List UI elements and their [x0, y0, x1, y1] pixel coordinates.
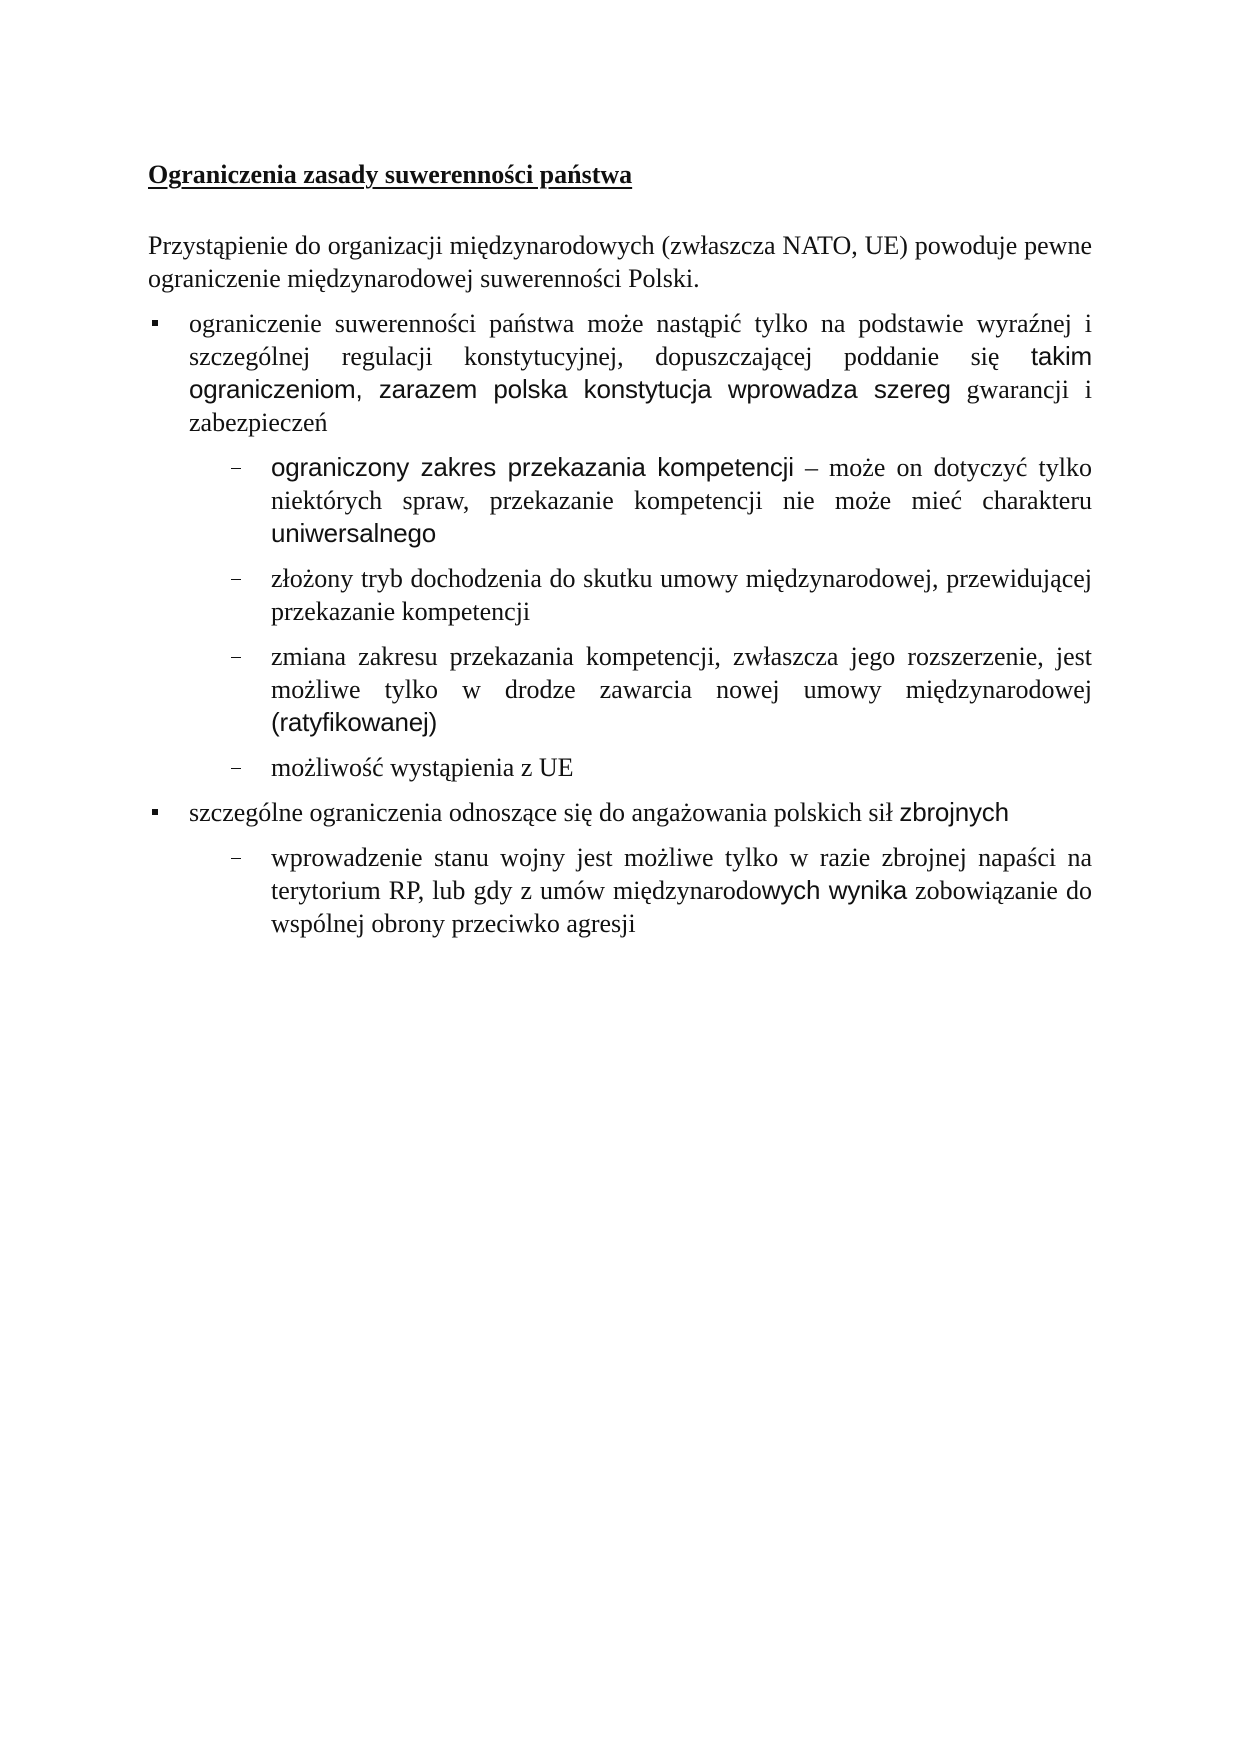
document-page — [148, 158, 1092, 952]
document-title: Ograniczenia zasady suwerenności państwa — [148, 160, 633, 189]
sub-item-state-of-war — [189, 841, 1092, 940]
sub-item-eu-exit — [189, 751, 1092, 784]
sub-item-text-part: wprowadzenie stanu wojny jest możliwe tylko w razie zbrojnej napaści na terytorium RP, lub gdy z umów międzynarodo — [271, 843, 1092, 905]
sub-item-text-part: – może on dotyczyć tylko niektórych spraw, przekazanie kompetencji nie może mieć charakteru — [271, 453, 1092, 515]
sub-list — [189, 451, 1092, 784]
dash-icon — [231, 768, 241, 769]
bullet-text-part-emphasis: takim ograniczeniom, zarazem polska konstytucja wprowadza szereg — [189, 341, 1092, 404]
sub-item-text-part: zmiana zakresu przekazania kompetencji, zwłaszcza jego rozszerzenie, jest możliwe tylko w drodze zawarcia nowej umowy międzynarodowej — [271, 642, 1092, 704]
dash-icon — [231, 657, 241, 658]
sub-item-text — [271, 841, 1092, 940]
sub-item-scope-change — [189, 640, 1092, 739]
dash-icon — [231, 579, 241, 580]
sub-item-text-emphasis: (ratyfikowanej) — [271, 707, 438, 737]
sub-item-text-part: zobowiązanie do wspólnej obrony przeciwko agresji — [271, 876, 1092, 938]
bullet-text-part: szczególne ograniczenia odnoszące się do angażowania polskich sił — [189, 798, 893, 827]
sub-list — [189, 841, 1092, 940]
sub-item-text-emphasis: wych wynika — [761, 875, 908, 905]
sub-item-text: możliwość wystąpienia z UE — [271, 753, 574, 782]
sub-item-text-emphasis: ograniczony zakres przekazania kompetencji — [271, 452, 794, 482]
bullet-text-part-emphasis: zbrojnych — [899, 797, 1009, 827]
sub-item-limited-scope — [189, 451, 1092, 550]
dash-icon — [231, 468, 241, 469]
bullet-text-part: ograniczenie suwerenności państwa może nastąpić tylko na podstawie wyraźnej i szczególnej regulacji konstytucyjnej, dopuszczającej poddanie się — [189, 309, 1092, 371]
bullet-text — [189, 796, 1092, 829]
dash-icon — [231, 858, 241, 859]
sub-item-text: złożony tryb dochodzenia do skutku umowy międzynarodowej, przewidującej przekazanie kompetencji — [271, 564, 1092, 626]
sub-item-complex-procedure — [189, 562, 1092, 628]
bullet-item-armed-forces — [148, 796, 1092, 940]
intro-paragraph: Przystąpienie do organizacji międzynarodowych (zwłaszcza NATO, UE) powoduje pewne ograniczenie międzynarodowej suwerenności Polski. — [148, 231, 1092, 293]
bullet-text-part: gwarancji i zabezpieczeń — [189, 375, 1092, 437]
bullet-item-sovereignty-limits — [148, 307, 1092, 784]
sub-item-text — [271, 451, 1092, 550]
bullet-icon — [152, 320, 158, 326]
sub-item-text — [271, 640, 1092, 739]
bullet-icon — [152, 809, 158, 815]
bullet-text — [189, 307, 1092, 439]
sub-item-text-emphasis: uniwersalnego — [271, 518, 437, 548]
